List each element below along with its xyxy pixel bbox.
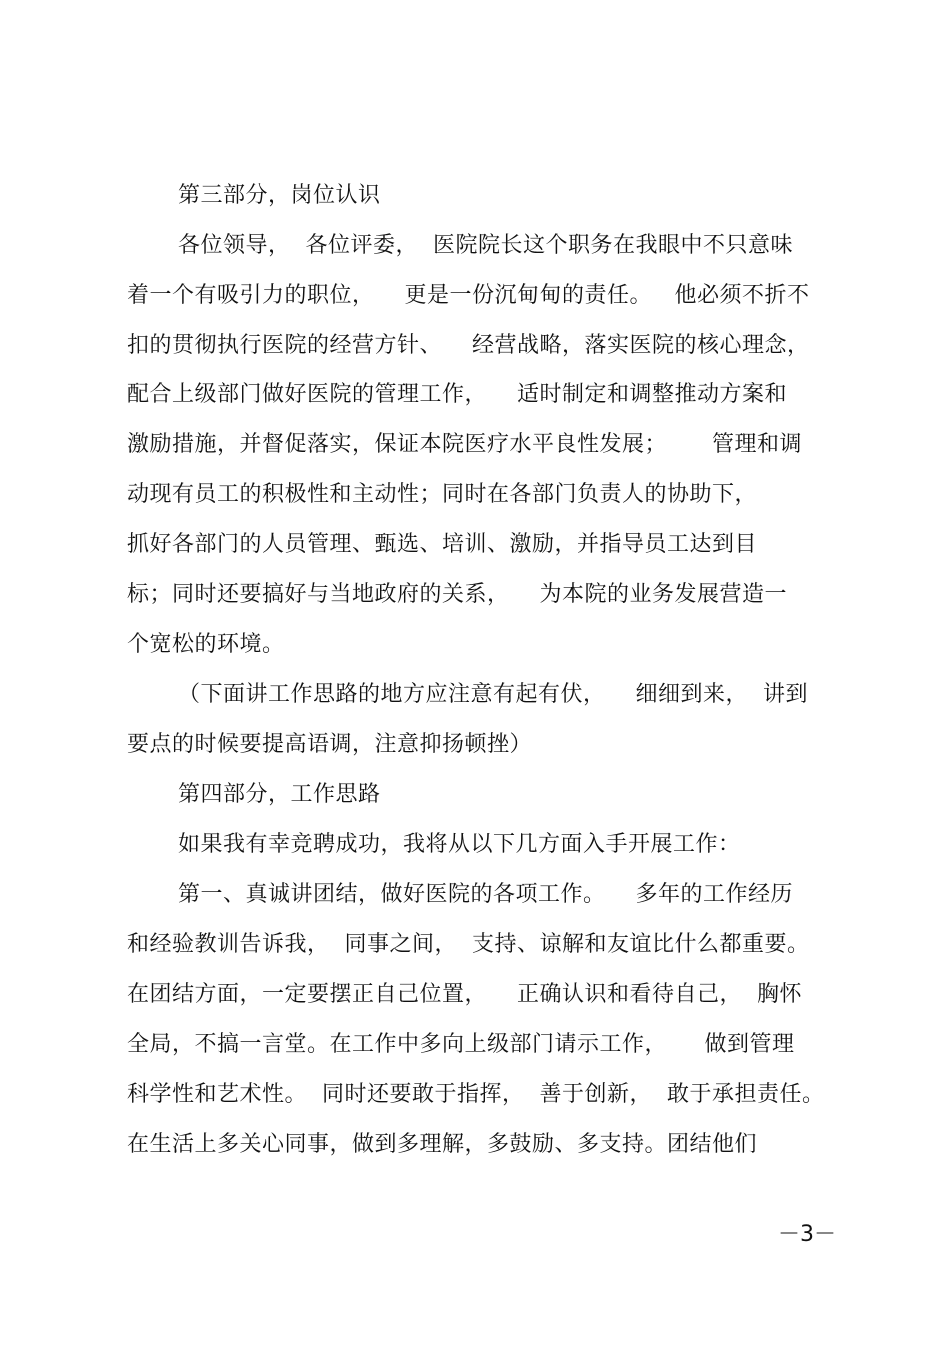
paragraph-line: 如果我有幸竞聘成功，我将从以下几方面入手开展工作：: [178, 832, 741, 857]
paragraph-line: 动现有员工的积极性和主动性；同时在各部门负责人的协助下，: [127, 482, 758, 507]
note-line: （下面讲工作思路的地方应注意有起有伏， 细细到来， 讲到: [178, 682, 808, 707]
paragraph-line: 抓好各部门的人员管理、甄选、培训、激励，并指导员工达到目: [127, 532, 758, 557]
page-number: －3－: [778, 1222, 836, 1247]
paragraph-line: 着一个有吸引力的职位， 更是一份沉甸甸的责任。 他必须不折不: [127, 283, 810, 308]
section-heading: 第三部分，岗位认识: [178, 183, 381, 208]
paragraph-line: 配合上级部门做好医院的管理工作， 适时制定和调整推动方案和: [127, 382, 787, 407]
paragraph-line: 第一、真诚讲团结，做好医院的各项工作。 多年的工作经历: [178, 882, 793, 907]
paragraph-line: 个宽松的环境。: [127, 632, 285, 657]
paragraph-line: 全局，不搞一言堂。在工作中多向上级部门请示工作， 做到管理: [127, 1032, 795, 1057]
paragraph-line: 各位领导， 各位评委， 医院院长这个职务在我眼中不只意味: [178, 233, 793, 258]
paragraph-line: 和经验教训告诉我， 同事之间， 支持、谅解和友谊比什么都重要。: [127, 932, 810, 957]
paragraph-line: 激励措施，并督促落实，保证本院医疗水平良性发展； 管理和调: [127, 432, 802, 457]
section-heading: 第四部分，工作思路: [178, 782, 381, 807]
note-line: 要点的时候要提高语调，注意抑扬顿挫）: [127, 732, 533, 757]
paragraph-line: 科学性和艺术性。 同时还要敢于指挥， 善于创新， 敢于承担责任。: [127, 1082, 825, 1107]
paragraph-line: 在生活上多关心同事，做到多理解，多鼓励、多支持。团结他们: [127, 1132, 758, 1157]
paragraph-line: 在团结方面，一定要摆正自己位置， 正确认识和看待自己， 胸怀: [127, 982, 802, 1007]
paragraph-line: 扣的贯彻执行医院的经营方针、 经营战略，落实医院的核心理念，: [127, 333, 810, 358]
paragraph-line: 标；同时还要搞好与当地政府的关系， 为本院的业务发展营造一: [127, 582, 787, 607]
